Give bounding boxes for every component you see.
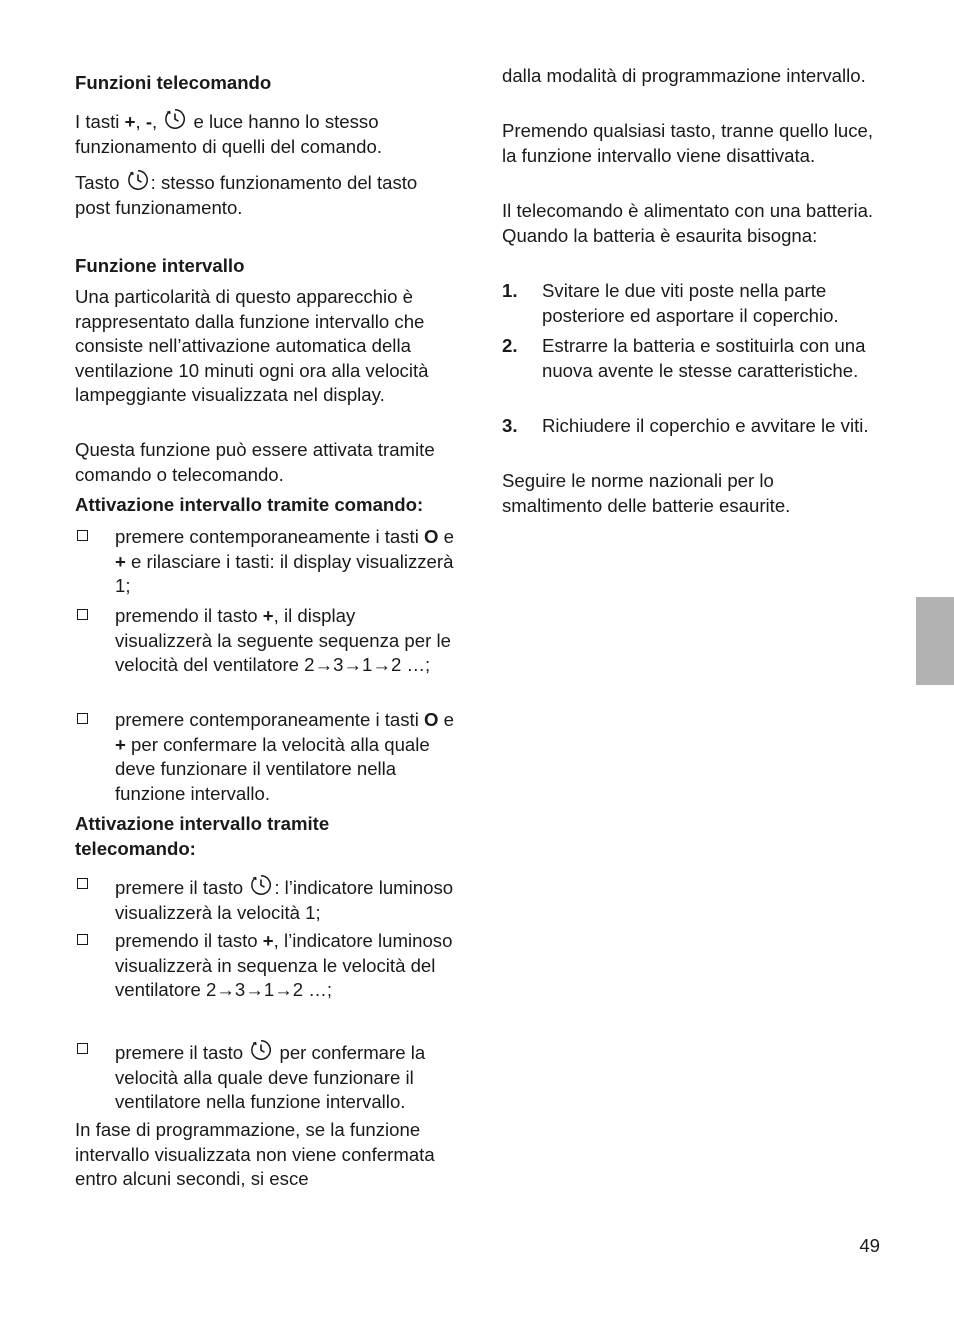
list-item: premere il tasto : l’indicatore luminoso visualizzerà la velocità 1; xyxy=(75,873,457,925)
checkbox-bullet-icon xyxy=(77,530,88,541)
timer-clock-icon xyxy=(249,873,273,897)
heading-activation-remote: Attivazione intervallo tramite telecomando: xyxy=(75,813,330,859)
interval-paragraph-1: Una particolarità di questo apparecchio è rappresentato dalla funzione intervallo che consiste nell’attivazione automatica della ventilazione 10 minuti ogni ora alla velocità lampeggiante visualizzata nel display. xyxy=(75,286,429,406)
section-tab-marker xyxy=(916,597,954,685)
programming-paragraph: In fase di programmazione, se la funzione intervallo visualizzata non viene confermata entro alcuni secondi, si esce xyxy=(75,1119,435,1190)
continuation-paragraph: dalla modalità di programmazione intervallo. xyxy=(502,65,866,86)
list-item: premere il tasto per confermare la velocità alla quale deve funzionare il ventilatore nella funzione intervallo. xyxy=(75,1038,457,1115)
remote-paragraph-1: I tasti +, -, e luce hanno lo stesso funzionamento di quelli del comando. xyxy=(75,107,457,159)
checkbox-bullet-icon xyxy=(77,934,88,945)
disposal-paragraph: Seguire le norme nazionali per lo smaltimento delle batterie esaurite. xyxy=(502,470,791,516)
heading-remote-functions: Funzioni telecomando xyxy=(75,72,272,93)
list-item: 3. Richiudere il coperchio e avvitare le viti. xyxy=(502,415,869,436)
remote-paragraph-2: Tasto : stesso funzionamento del tasto post funzionamento. xyxy=(75,168,457,220)
press-any-key-paragraph: Premendo qualsiasi tasto, tranne quello luce, la funzione intervallo viene disattivata. xyxy=(502,120,874,166)
checkbox-bullet-icon xyxy=(77,609,88,620)
list-item: premendo il tasto +, il display visualizzerà la seguente sequenza per le velocità del ventilatore 2→3→1→2 …; xyxy=(75,604,457,678)
battery-paragraph: Il telecomando è alimentato con una batteria. Quando la batteria è esaurita bisogna: xyxy=(502,200,874,246)
list-item: premere contemporaneamente i tasti O e + per confermare la velocità alla quale deve funzionare il ventilatore nella funzione intervallo. xyxy=(75,708,457,806)
timer-clock-icon xyxy=(126,168,150,192)
checkbox-bullet-icon xyxy=(77,1043,88,1054)
interval-paragraph-2: Questa funzione può essere attivata tramite comando o telecomando. xyxy=(75,439,435,485)
timer-clock-icon xyxy=(163,107,187,131)
checkbox-bullet-icon xyxy=(77,878,88,889)
list-item: 1. Svitare le due viti poste nella parte posteriore ed asportare il coperchio. xyxy=(502,280,839,326)
list-item: premendo il tasto +, l’indicatore luminoso visualizzerà in sequenza le velocità del ventilatore 2→3→1→2 …; xyxy=(75,929,457,1003)
heading-activation-control: Attivazione intervallo tramite comando: xyxy=(75,494,424,515)
checkbox-bullet-icon xyxy=(77,713,88,724)
heading-interval-function: Funzione intervallo xyxy=(75,255,245,276)
list-item: 2. Estrarre la batteria e sostituirla con una nuova avente le stesse caratteristiche. xyxy=(502,335,866,381)
timer-clock-icon xyxy=(249,1038,273,1062)
list-item: premere contemporaneamente i tasti O e + e rilasciare i tasti: il display visualizzerà 1; xyxy=(75,525,457,599)
page-number: 49 xyxy=(859,1235,880,1256)
